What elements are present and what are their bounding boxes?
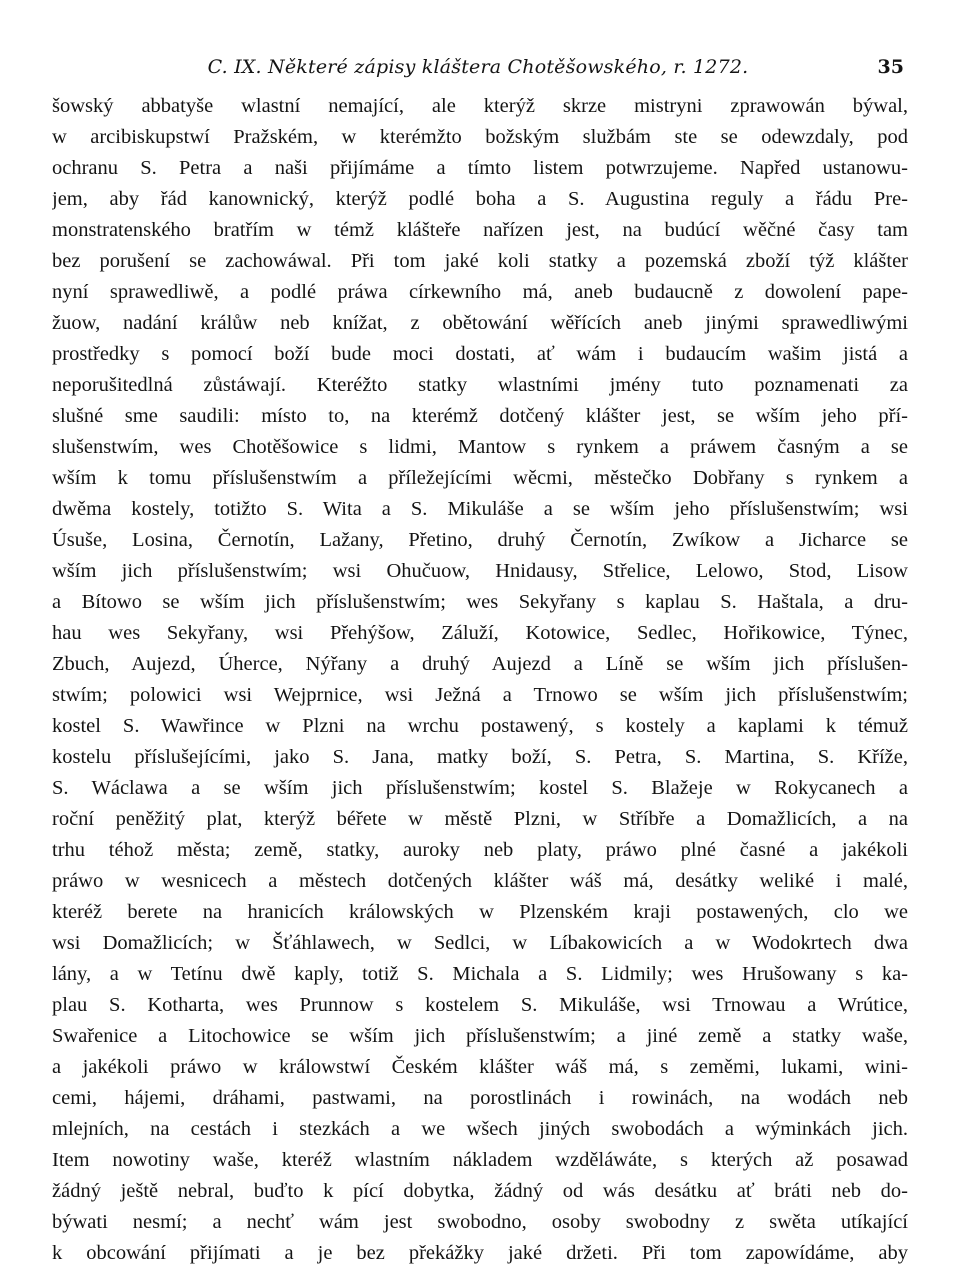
text-line: Úsuše, Losina, Černotín, Lažany, Přetino, druhý Černotín, Zwíkow a Jicharce se [52,529,908,551]
text-line: nyní sprawedliwě, a podlé práwa církewního má, aneb budaucně z dowolení pape- [52,281,908,303]
text-line: Swařenice a Litochowice se wším jich příslušenstwím; a jiné země a statky waše, [52,1025,908,1047]
body-text [52,91,908,1269]
text-line: žádný ještě nebral, buďto k pící dobytka, žádný od wás desátku ať bráti neb do- [52,1180,908,1202]
text-line: kostel S. Wawřince w Plzni na wrchu postawený, s kostely a kaplami k témuž [52,715,908,737]
text-line: dwěma kostely, totižto S. Wita a S. Mikuláše a se wším jeho příslušenstwím; wsi [52,498,908,520]
text-line: žuow, nadání králůw neb knížat, z obětowání wěřících aneb jinými sprawedliwými [52,312,908,334]
text-line: šowský abbatyše wlastní nemající, ale kterýž skrze mistryni zprawowán býwal, [52,95,908,117]
text-line: trhu téhož města; země, statky, auroky neb platy, práwo plné časné a jakékoli [52,839,908,861]
text-line: k obcowání přijímati a je bez překážky jaké držeti. Při tom zapowídáme, aby [52,1242,908,1264]
text-line: w arcibiskupstwí Pražském, w kterémžto božským službám ste se odewzdaly, pod [52,126,908,148]
text-line: kteréž berete na hranicích králowských w Plzenském kraji postawených, clo we [52,901,908,923]
text-line: ochranu S. Petra a naši přijímáme a tímto listem potwrzujeme. Napřed ustanowu- [52,157,908,179]
text-line: cemi, hájemi, dráhami, pastwami, na porostlinách i rowinách, na wodách neb [52,1087,908,1109]
text-line: kostelu příslušejícími, jako S. Jana, matky boží, S. Petra, S. Martina, S. Kříže, [52,746,908,768]
text-line: neporušitedlná zůstáwají. Kteréžto statky wlastními jmény tuto poznamenati za [52,374,908,396]
text-line: S. Wáclawa a se wším jich příslušenstwím; kostel S. Blažeje w Rokycanech a [52,777,908,799]
text-line: wším jich příslušenstwím; wsi Ohučuow, Hnidausy, Střelice, Lelowo, Stod, Lisow [52,560,908,582]
text-line: a jakékoli práwo w králowstwí Českém klášter wáš má, s zeměmi, lukami, wini- [52,1056,908,1078]
text-line: slušenstwím, wes Chotěšowice s lidmi, Mantow s rynkem a práwem časným a se [52,436,908,458]
text-line: jem, aby řád kanownický, kterýž podlé boha a S. Augustina reguly a řádu Pre- [52,188,908,210]
text-line: Zbuch, Aujezd, Úherce, Nýřany a druhý Aujezd a Líně se wším jich příslušen- [52,653,908,675]
text-line: Item nowotiny waše, kteréž wlastním nákladem wzděláwáte, s kterých až posawad [52,1149,908,1171]
running-head [52,52,904,88]
running-title: C. IX. Některé zápisy kláštera Chotěšowského, r. 1272. [207,56,749,78]
text-line: býwati nesmí; a nechť wám jest swobodno, osoby swobodny z swěta utíkající [52,1211,908,1233]
text-line: lány, a w Tetínu dwě kaply, totiž S. Michala a S. Lidmily; wes Hrušowany s ka- [52,963,908,985]
text-line: slušné sme saudili: místo to, na kterémž dotčený klášter jest, se wším jeho pří- [52,405,908,427]
text-line: wším k tomu příslušenstwím a příležejícími wěcmi, městečko Dobřany s rynkem a [52,467,908,489]
text-line: a Bítowo se wším jich příslušenstwím; wes Sekyřany s kaplau S. Haštala, a dru- [52,591,908,613]
text-line: roční peněžitý plat, kterýž béřete w městě Plzni, w Stříbře a Domažlicích, a na [52,808,908,830]
page-number: 35 [877,56,904,78]
text-line: wsi Domažlicích; w Šťáhlawech, w Sedlci, w Líbakowicích a w Wodokrtech dwa [52,932,908,954]
text-line: bez porušení se zachowáwal. Při tom jaké koli statky a pozemská zboží týž klášter [52,250,908,272]
text-line: prostředky s pomocí boží bude moci dostati, ať wám i budaucím wašim jistá a [52,343,908,365]
text-line: mlejních, na cestách i stezkách a we wšech jiných swobodách a wýminkách jich. [52,1118,908,1140]
text-line: stwím; polowici wsi Wejprnice, wsi Ježná a Trnowo se wším jich příslušenstwím; [52,684,908,706]
text-line: hau wes Sekyřany, wsi Přehýšow, Záluží, Kotowice, Sedlec, Hořikowice, Týnec, [52,622,908,644]
text-line: plau S. Kotharta, wes Prunnow s kostelem S. Mikuláše, wsi Trnowau a Wrútice, [52,994,908,1016]
text-line: monstratenského bratřím w témž klášteře nařízen jest, na budúcí wěčné časy tam [52,219,908,241]
text-line: práwo w wesnicech a městech dotčených klášter wáš má, desátky weliké i malé, [52,870,908,892]
